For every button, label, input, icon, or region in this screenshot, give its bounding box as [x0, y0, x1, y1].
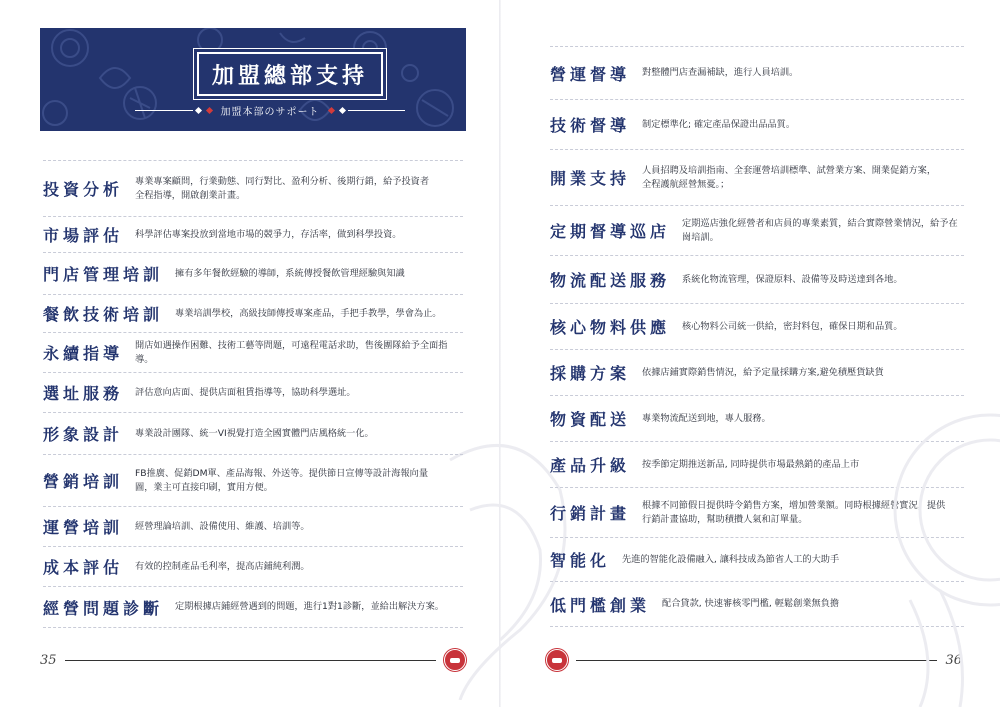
list-item	[43, 506, 463, 546]
list-item	[43, 216, 463, 252]
left-footer	[40, 648, 466, 672]
watermark-decoration-right	[880, 400, 1000, 707]
banner-subtitle-row	[135, 102, 405, 118]
red-diamond-ornament	[205, 106, 212, 113]
service-description: 依據店鋪實際銷售情況，給予定量採購方案,避免積壓貨缺貨	[642, 366, 884, 378]
service-term: 門店管理培訓	[43, 265, 164, 284]
service-term: 餐飲技術培訓	[43, 305, 164, 324]
service-term: 市場評估	[43, 226, 124, 245]
service-description: 配合貸款, 快速審核零門檻, 輕鬆創業無負擔	[662, 598, 840, 609]
footer-line	[65, 660, 436, 661]
service-description: 專業物流配送到地，專人服務。	[642, 412, 771, 424]
service-description: 科學評估專案投放到當地市場的競爭力，存活率，做到科學投資。	[135, 228, 402, 240]
list-item	[43, 294, 463, 332]
service-term: 定期督導巡店	[550, 222, 671, 241]
list-item	[43, 454, 463, 506]
page-number: 35	[40, 652, 57, 668]
service-description: 對整體門店查漏補缺，進行人員培訓。	[642, 67, 799, 78]
list-item	[550, 255, 964, 303]
service-term: 營銷培訓	[43, 472, 124, 491]
banner-title-frame	[197, 52, 383, 96]
service-description: 先進的智能化設備融入, 讓科技成為節省人工的大助手	[622, 553, 840, 565]
service-term: 成本評估	[43, 558, 124, 577]
service-description: 專業設計團隊、統一VI視覺打造全國實體門店風格統一化。	[135, 427, 374, 439]
list-item	[43, 332, 463, 372]
service-term: 經營問題診斷	[43, 598, 164, 618]
service-description: 專業培訓學校，高級技師傳授專案產品，手把手教學，學會為止。	[175, 307, 442, 319]
service-description: 定期巡店強化經營者和店員的專業素質，結合實際營業情況，給予在崗培訓。	[682, 217, 958, 243]
divider-line	[135, 110, 193, 111]
service-term: 營運督導	[550, 64, 631, 84]
list-item	[43, 412, 463, 454]
brand-logo-icon	[444, 649, 466, 671]
service-description: 評估意向店面、提供店面租賃指導等，協助科學選址。	[135, 386, 356, 398]
diamond-ornament	[338, 106, 345, 113]
red-diamond-ornament	[327, 106, 334, 113]
service-term: 選址服務	[43, 384, 124, 403]
brand-logo-icon	[546, 649, 568, 671]
page-title: 加盟總部支持	[211, 62, 368, 89]
list-item	[550, 46, 964, 99]
service-term: 運營培訓	[43, 518, 124, 537]
service-term: 智能化	[550, 551, 611, 570]
service-term: 形象設計	[43, 425, 124, 444]
service-term: 產品升級	[550, 456, 631, 475]
service-description: 有效的控制產品毛利率，提高店鋪純利潤。	[135, 560, 310, 572]
list-item	[43, 160, 463, 216]
service-term: 低門檻創業	[550, 595, 651, 615]
service-term: 開業支持	[550, 169, 631, 188]
service-term: 採購方案	[550, 364, 631, 383]
service-term: 物流配送服務	[550, 271, 671, 290]
service-term: 物資配送	[550, 410, 631, 429]
service-description: FB推廣、促銷DM單、產品海報、外送等。提供節日宣傳等設計海報向量圖，業主可直接印刷，實用方便。	[135, 467, 429, 493]
divider-line	[348, 110, 406, 111]
list-item	[43, 546, 463, 586]
service-description: 制定標準化; 確定產品保證出品品質。	[642, 118, 796, 130]
list-item	[43, 252, 463, 294]
service-description: 人員招聘及培訓指南、全套運營培訓標準、試營業方案、開業促銷方案，全程護航經營無憂。；	[642, 164, 937, 190]
service-description: 定期根據店鋪經營遇到的問題，進行1對1診斷，並給出解決方案。	[175, 601, 444, 612]
page-number: 36	[945, 652, 962, 668]
list-item	[550, 205, 964, 255]
service-description: 開店如遇操作困難、技術工藝等問題，可遠程電話求助，售後團隊給予全面指導。	[135, 339, 448, 365]
list-item	[550, 349, 964, 395]
list-item	[550, 303, 964, 349]
service-description: 根據不同節假日提供時令銷售方案，增加營業額。同時根據經營實況，提供行銷計畫協助，幫助積攢人氣和訂單量。	[642, 499, 946, 525]
diamond-ornament	[194, 106, 201, 113]
left-service-list	[43, 160, 463, 628]
service-term: 核心物料供應	[550, 318, 671, 337]
banner-subtitle: 加盟本部のサポート	[220, 106, 320, 118]
service-term: 投資分析	[43, 180, 124, 199]
list-item	[550, 149, 964, 205]
service-term: 永續指導	[43, 344, 124, 363]
service-description: 系統化物流管理，保證原料、設備等及時送達到各地。	[682, 273, 903, 285]
list-item	[550, 99, 964, 149]
list-item	[43, 372, 463, 412]
service-description: 按季節定期推送新品, 同時提供市場最熱銷的產品上市	[642, 458, 860, 470]
header-banner	[40, 28, 466, 131]
service-term: 行銷計畫	[550, 504, 631, 523]
list-item	[43, 586, 463, 628]
service-term: 技術督導	[550, 116, 631, 135]
service-description: 核心物料公司統一供給，密封料包，確保日期和品質。	[682, 320, 903, 332]
service-description: 專業專案顧問，行業動態、同行對比、盈利分析、後期行銷，給予投資者全程指導，開啟創業計畫。	[135, 175, 430, 201]
service-description: 經營理論培訓、設備使用、維護、培訓等。	[135, 520, 310, 532]
service-description: 擁有多年餐飲經驗的導師，系統傳授餐飲管理經驗與知識	[175, 267, 405, 279]
